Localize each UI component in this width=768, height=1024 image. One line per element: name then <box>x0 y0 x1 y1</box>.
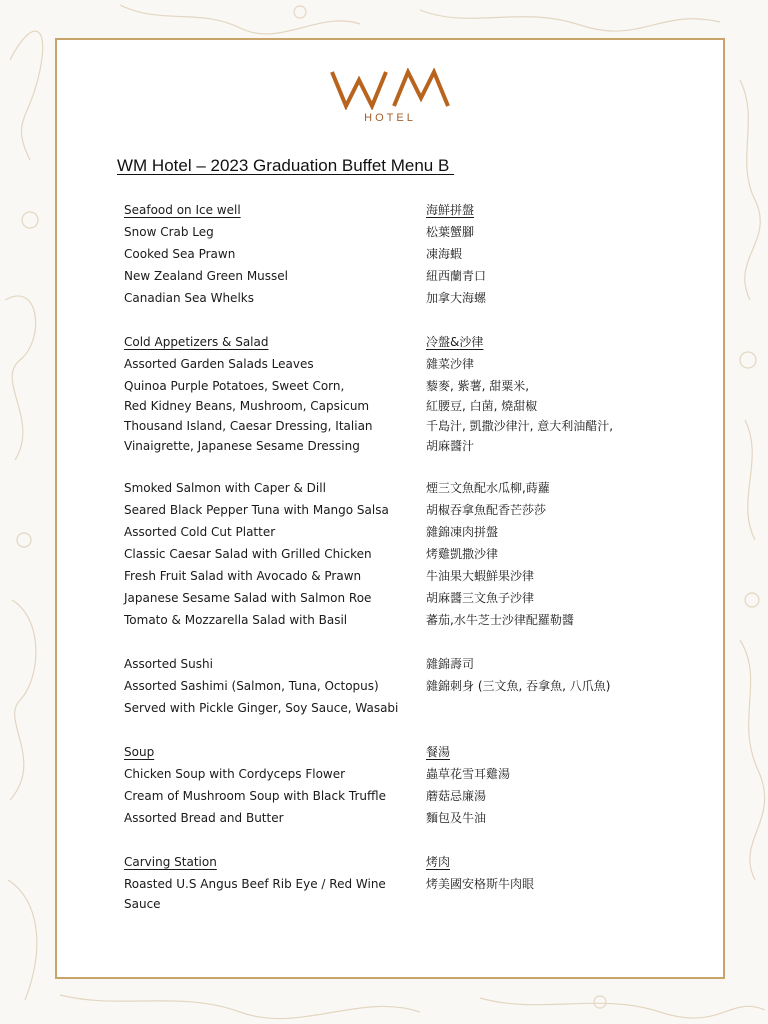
section-heading-en: Seafood on Ice well <box>124 203 241 217</box>
menu-item-en: New Zealand Green Mussel <box>124 269 289 283</box>
section-heading <box>124 742 704 764</box>
menu-item-zh: 牛油果大蝦鮮果沙律 <box>426 569 535 583</box>
menu-item <box>124 786 704 808</box>
menu-item-en: Cooked Sea Prawn <box>124 247 236 261</box>
menu-item <box>124 266 704 288</box>
menu-item <box>124 244 704 266</box>
section-heading-zh: 海鮮拼盤 <box>426 203 475 217</box>
menu-item-en: Fresh Fruit Salad with Avocado & Prawn <box>124 569 362 583</box>
section-gap <box>124 310 704 332</box>
section-gap <box>124 830 704 852</box>
section-heading <box>124 852 704 874</box>
section-heading <box>124 200 704 222</box>
menu-item <box>124 764 704 786</box>
menu-item <box>124 222 704 244</box>
menu-card <box>55 38 725 979</box>
menu-item <box>124 654 704 676</box>
section-heading-en: Cold Appetizers & Salad <box>124 335 269 349</box>
menu-item-en: Assorted Bread and Butter <box>124 811 284 825</box>
menu-item-en: Served with Pickle Ginger, Soy Sauce, Wasabi <box>124 701 399 715</box>
menu-item-zh: 雜菜沙律 <box>426 357 475 371</box>
section-heading-en: Soup <box>124 745 155 759</box>
menu-title: WM Hotel – 2023 Graduation Buffet Menu B <box>117 156 455 175</box>
menu-item-en: Seared Black Pepper Tuna with Mango Salsa <box>124 503 389 517</box>
section-gap <box>124 456 704 478</box>
menu-item <box>124 478 704 500</box>
section-heading-zh: 餐湯 <box>426 745 451 759</box>
menu-item-zh: 凍海蝦 <box>426 247 463 261</box>
menu-item-zh: 雜錦凍肉拼盤 <box>426 525 499 539</box>
menu-item-zh: 蘑菇忌廉湯 <box>426 789 487 803</box>
menu-item-zh: 加拿大海螺 <box>426 291 487 305</box>
menu-item-zh: 胡麻醬三文魚子沙律 <box>426 591 535 605</box>
menu-item <box>124 610 704 632</box>
menu-item-en: Snow Crab Leg <box>124 225 214 239</box>
menu-item-en: Japanese Sesame Salad with Salmon Roe <box>124 591 372 605</box>
logo-subtitle: HOTEL <box>364 112 416 124</box>
menu-item-zh: 紐西蘭青口 <box>426 269 487 283</box>
menu-item-zh: 蕃茄,水牛芝士沙律配羅勒醬 <box>426 613 574 627</box>
menu-item-zh: 烤美國安格斯牛肉眼 <box>426 877 535 891</box>
menu-item-zh: 松葉蟹腳 <box>426 225 475 239</box>
menu-item-en: Cream of Mushroom Soup with Black Truffle <box>124 789 386 803</box>
menu-item-en: Roasted U.S Angus Beef Rib Eye / Red Wine Sauce <box>124 877 386 911</box>
menu-body <box>124 200 704 914</box>
menu-item <box>124 808 704 830</box>
hotel-logo <box>57 68 723 124</box>
menu-item-zh: 蟲草花雪耳雞湯 <box>426 767 511 781</box>
section-gap <box>124 632 704 654</box>
menu-item <box>124 544 704 566</box>
menu-item <box>124 500 704 522</box>
section-gap <box>124 720 704 742</box>
menu-item <box>124 354 704 376</box>
menu-item <box>124 376 704 416</box>
menu-item-en: Assorted Sashimi (Salmon, Tuna, Octopus) <box>124 679 379 693</box>
menu-item <box>124 522 704 544</box>
menu-item-zh: 雜錦壽司 <box>426 657 475 671</box>
menu-item-zh: 麵包及牛油 <box>426 811 487 825</box>
menu-item-en: Assorted Cold Cut Platter <box>124 525 276 539</box>
menu-item <box>124 676 704 698</box>
menu-item <box>124 698 704 720</box>
menu-item-en: Tomato & Mozzarella Salad with Basil <box>124 613 348 627</box>
section-heading <box>124 332 704 354</box>
menu-item <box>124 874 704 914</box>
menu-item-en: Thousand Island, Caesar Dressing, Italian Vinaigrette, Japanese Sesame Dressing <box>124 419 373 453</box>
menu-item <box>124 588 704 610</box>
menu-item-zh: 胡椒吞拿魚配香芒莎莎 <box>426 503 547 517</box>
menu-item-en: Classic Caesar Salad with Grilled Chicken <box>124 547 372 561</box>
menu-item <box>124 416 704 456</box>
menu-item-en: Chicken Soup with Cordyceps Flower <box>124 767 346 781</box>
menu-item-en: Assorted Sushi <box>124 657 213 671</box>
menu-item-zh: 藜麥, 紫薯, 甜粟米, 紅腰豆, 白菌, 燒甜椒 <box>426 379 538 413</box>
wm-logo-mark <box>328 68 452 110</box>
menu-item-en: Smoked Salmon with Caper & Dill <box>124 481 326 495</box>
menu-item <box>124 288 704 310</box>
menu-item-en: Assorted Garden Salads Leaves <box>124 357 314 371</box>
menu-item-en: Quinoa Purple Potatoes, Sweet Corn, Red Kidney Beans, Mushroom, Capsicum <box>124 379 370 413</box>
section-heading-zh: 冷盤&沙律 <box>426 335 484 349</box>
menu-item-en: Canadian Sea Whelks <box>124 291 254 305</box>
section-heading-zh: 烤肉 <box>426 855 451 869</box>
section-heading-en: Carving Station <box>124 855 217 869</box>
menu-item <box>124 566 704 588</box>
menu-item-zh: 雜錦刺身 (三文魚, 吞拿魚, 八爪魚) <box>426 679 611 693</box>
menu-item-zh: 千島汁, 凱撒沙律汁, 意大利油醋汁, 胡麻醬汁 <box>426 419 614 453</box>
menu-item-zh: 烤雞凱撒沙律 <box>426 547 499 561</box>
menu-item-zh: 煙三文魚配水瓜柳,蒔蘿 <box>426 481 550 495</box>
